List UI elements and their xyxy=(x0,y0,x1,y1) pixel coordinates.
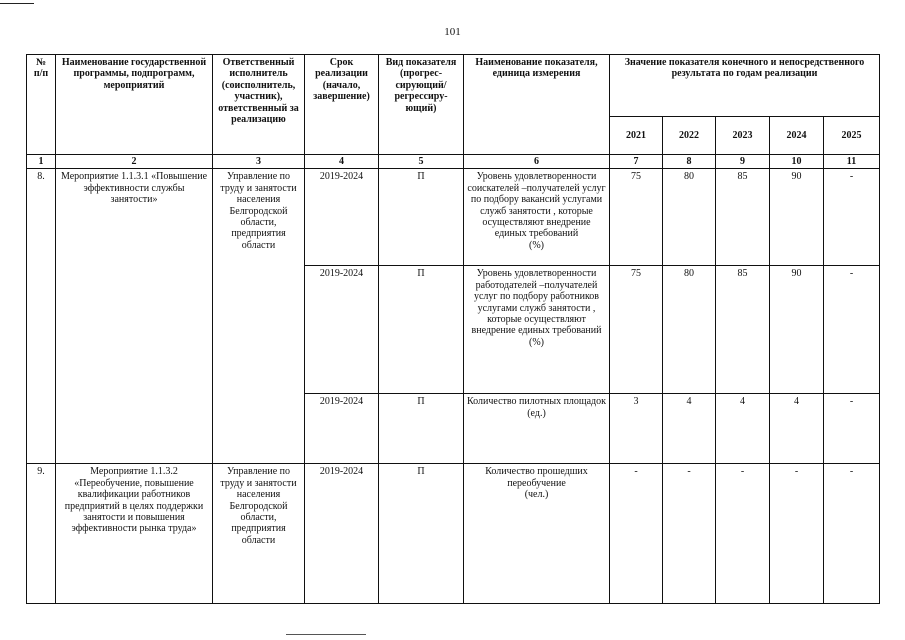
scan-artifact-line xyxy=(286,634,366,635)
column-number: 6 xyxy=(464,155,610,169)
value-cell: - xyxy=(716,464,770,604)
indicators-table xyxy=(26,54,880,604)
header-period: Срок реализации (начало, завершение) xyxy=(305,55,379,155)
row-number: 8. xyxy=(27,169,56,464)
header-values: Значение показателя конечного и непосредственного результата по годам реализации xyxy=(610,55,880,117)
header-year: 2023 xyxy=(716,117,770,155)
header-responsible: Ответственный исполнитель (соисполнитель, участник), ответственный за реализацию xyxy=(213,55,305,155)
value-cell: 4 xyxy=(663,394,716,464)
row-number: 9. xyxy=(27,464,56,604)
header-year: 2021 xyxy=(610,117,663,155)
value-cell: 85 xyxy=(716,266,770,394)
header-name: Наименование государственной программы, подпрограмм, мероприятий xyxy=(56,55,213,155)
value-cell: 90 xyxy=(770,266,824,394)
column-number: 4 xyxy=(305,155,379,169)
column-number: 7 xyxy=(610,155,663,169)
indicator-cell: Количество пилотных площадок (ед.) xyxy=(464,394,610,464)
header-year: 2025 xyxy=(824,117,880,155)
indicator-cell: Уровень удовлетворенности работодателей –получателей услуг по подбору работников услугами служб занятости , которые осуществляют внедрение единых требований (%) xyxy=(464,266,610,394)
value-cell: - xyxy=(824,169,880,266)
type-cell: П xyxy=(379,169,464,266)
value-cell: 75 xyxy=(610,266,663,394)
value-cell: - xyxy=(663,464,716,604)
type-cell: П xyxy=(379,464,464,604)
measure-name: Мероприятие 1.1.3.2 «Переобучение, повышение квалификации работников предприятий в целях поддержки занятости и повышения эффективности рынка труда» xyxy=(56,464,213,604)
column-number: 10 xyxy=(770,155,824,169)
indicator-cell: Уровень удовлетворенности соискателей –получателей услуг по подбору вакансий услугами служб занятости , которые осуществляют внедрение единых требований (%) xyxy=(464,169,610,266)
value-cell: - xyxy=(824,266,880,394)
column-number: 8 xyxy=(663,155,716,169)
table-row xyxy=(27,464,880,604)
column-number: 9 xyxy=(716,155,770,169)
value-cell: - xyxy=(610,464,663,604)
type-cell: П xyxy=(379,394,464,464)
value-cell: 80 xyxy=(663,169,716,266)
value-cell: - xyxy=(824,464,880,604)
header-num: № п/п xyxy=(27,55,56,155)
value-cell: - xyxy=(824,394,880,464)
measure-name: Мероприятие 1.1.3.1 «Повышение эффективности службы занятости» xyxy=(56,169,213,464)
header-year: 2022 xyxy=(663,117,716,155)
page-number: 101 xyxy=(444,26,461,38)
value-cell: 85 xyxy=(716,169,770,266)
responsible-executor: Управление по труду и занятости населения Белгородской области, предприятия области xyxy=(213,169,305,464)
value-cell: 4 xyxy=(716,394,770,464)
period-cell: 2019-2024 xyxy=(305,394,379,464)
type-cell: П xyxy=(379,266,464,394)
period-cell: 2019-2024 xyxy=(305,464,379,604)
column-number: 5 xyxy=(379,155,464,169)
value-cell: 75 xyxy=(610,169,663,266)
period-cell: 2019-2024 xyxy=(305,266,379,394)
scan-artifact-line xyxy=(0,3,34,4)
header-year: 2024 xyxy=(770,117,824,155)
value-cell: 4 xyxy=(770,394,824,464)
value-cell: 80 xyxy=(663,266,716,394)
table-row xyxy=(27,169,880,266)
period-cell: 2019-2024 xyxy=(305,169,379,266)
value-cell: - xyxy=(770,464,824,604)
value-cell: 90 xyxy=(770,169,824,266)
responsible-executor: Управление по труду и занятости населения Белгородской области, предприятия области xyxy=(213,464,305,604)
value-cell: 3 xyxy=(610,394,663,464)
column-number: 11 xyxy=(824,155,880,169)
indicator-cell: Количество прошедших переобучение (чел.) xyxy=(464,464,610,604)
header-type: Вид показателя (прогрес-сирующий/ регрессиру-ющий) xyxy=(379,55,464,155)
column-number: 3 xyxy=(213,155,305,169)
header-indicator: Наименование показателя, единица измерения xyxy=(464,55,610,155)
column-number: 1 xyxy=(27,155,56,169)
column-number: 2 xyxy=(56,155,213,169)
